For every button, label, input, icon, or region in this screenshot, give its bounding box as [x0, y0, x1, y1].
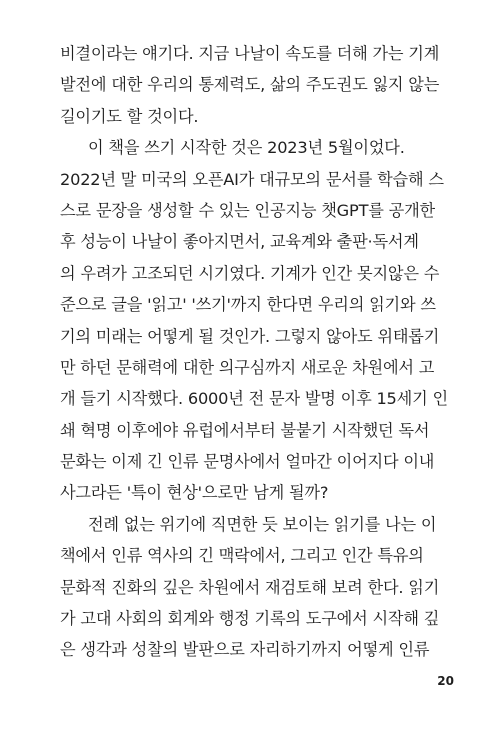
text-line: 사그라든 '특이 현상'으로만 남게 될까? [60, 483, 329, 503]
text-line: 발전에 대한 우리의 통제력도, 삶의 주도권도 잃지 않는 [60, 75, 440, 95]
text-line: 기의 미래는 어떻게 될 것인가. 그렇지 않아도 위태롭기 [60, 326, 440, 346]
text-line: 은 생각과 성찰의 발판으로 자리하기까지 어떻게 인류 [60, 640, 430, 660]
text-line: 스로 문장을 생성할 수 있는 인공지능 챗GPT를 공개한 [60, 200, 435, 220]
text-line: 책에서 인류 역사의 긴 맥락에서, 그리고 인간 특유의 [60, 546, 424, 566]
paragraph-start-line: 전례 없는 위기에 직면한 듯 보이는 읽기를 나는 이 [88, 514, 437, 534]
text-line: 문화적 진화의 깊은 차원에서 재검토해 보려 한다. 읽기 [60, 577, 440, 597]
text-line: 비결이라는 얘기다. 지금 나날이 속도를 더해 가는 기계 [60, 44, 440, 63]
text-line: 길이기도 할 것이다. [60, 106, 199, 126]
text-line: 문화는 이제 긴 인류 문명사에서 얼마간 이어지다 이내 [60, 452, 435, 472]
paragraph-start-line: 이 책을 쓰기 시작한 것은 2023년 5월이었다. [88, 138, 405, 158]
text-line: 만 하던 문해력에 대한 의구심까지 새로운 차원에서 고 [60, 357, 435, 377]
body-text [60, 38, 455, 666]
text-line: 가 고대 사회의 회계와 행정 기록의 도구에서 시작해 깊 [60, 609, 440, 629]
text-line: 개 들기 시작했다. 6000년 전 문자 발명 이후 15세기 인 [60, 389, 448, 409]
text-line: 2022년 말 미국의 오픈AI가 대규모의 문서를 학습해 스 [60, 169, 444, 189]
text-line: 후 성능이 나날이 좋아지면서, 교육계와 출판·독서계 [60, 232, 419, 252]
text-line: 준으로 글을 '읽고' '쓰기'까지 한다면 우리의 읽기와 쓰 [60, 295, 436, 315]
text-line: 의 우려가 고조되던 시기였다. 기계가 인간 못지않은 수 [60, 263, 440, 283]
page-number: 20 [437, 674, 454, 688]
text-line: 쇄 혁명 이후에야 유럽에서부터 불붙기 시작했던 독서 [60, 420, 430, 440]
